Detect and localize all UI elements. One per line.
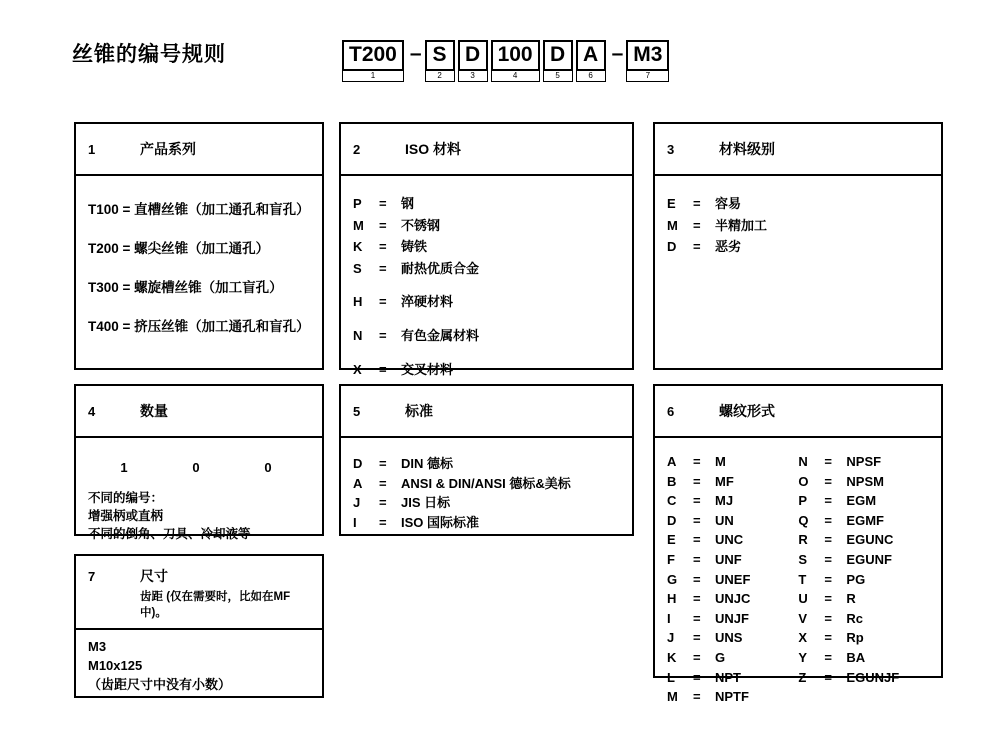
code-cell-2: [425, 40, 455, 82]
equals: =: [379, 475, 387, 491]
code-index-6: 6: [576, 71, 606, 82]
equals: =: [824, 591, 832, 607]
key: G: [667, 571, 678, 587]
thread-form-column-1: [667, 454, 750, 709]
code-box-6: A: [576, 40, 606, 71]
panel-7-title: 尺寸: [140, 568, 168, 584]
value: EGUNF: [846, 551, 892, 567]
list-item: [667, 196, 929, 212]
equals: =: [693, 571, 701, 587]
code-index-5: 5: [543, 71, 573, 82]
equals: =: [693, 512, 701, 528]
value: 有色金属材料: [401, 327, 480, 343]
panel-5-index: 5: [353, 403, 361, 419]
list-item: [798, 532, 899, 548]
key: O: [798, 473, 809, 489]
equals: =: [824, 454, 832, 469]
key: E: [667, 196, 676, 211]
list-item: [667, 611, 750, 627]
value: 不锈钢: [401, 217, 441, 233]
code-index-2: 2: [425, 71, 455, 82]
quantity-note-1: 不同的编号：: [88, 491, 164, 505]
panel-thread-form: [653, 384, 943, 705]
panel-2-title: ISO 材料: [405, 141, 462, 157]
list-item: [798, 591, 899, 607]
key: L: [667, 669, 675, 685]
key: M: [353, 217, 364, 233]
panel-5-body: [341, 438, 632, 544]
list-item: [798, 572, 899, 588]
key: S: [798, 551, 808, 567]
equals: =: [693, 591, 701, 607]
value: EGUNC: [846, 532, 894, 548]
equals: =: [824, 610, 832, 626]
equals: =: [693, 217, 701, 233]
list-item: [798, 474, 899, 490]
code-cell-4: [491, 40, 540, 82]
code-box-2: S: [425, 40, 455, 71]
value: JIS 日标: [401, 495, 451, 511]
equals: =: [379, 260, 387, 276]
page-title: 丝锥的编号规则: [72, 43, 226, 66]
panel-size: [74, 554, 324, 698]
code-index-7: 7: [626, 71, 669, 82]
code-box-4: 100: [491, 40, 540, 71]
list-item: [798, 650, 899, 666]
code-cell-3: [458, 40, 488, 82]
list-item: [798, 630, 899, 646]
value: 容易: [715, 196, 742, 211]
key: N: [353, 327, 363, 343]
list-item: [353, 476, 620, 492]
panel-standard: [339, 384, 634, 536]
size-note: （齿距尺寸中没有小数）: [88, 676, 232, 692]
list-item: [353, 218, 620, 234]
code-box-1: T200: [342, 40, 404, 71]
panel-4-index: 4: [88, 403, 96, 419]
key: Q: [798, 512, 809, 528]
key: J: [667, 630, 675, 646]
panel-3-body: [655, 176, 941, 271]
code-strip: [342, 40, 672, 82]
value: Rp: [846, 630, 864, 646]
value: 恶劣: [715, 239, 742, 255]
list-item: [667, 552, 750, 568]
panel-4-title: 数量: [140, 403, 168, 419]
value: 铸铁: [401, 239, 428, 255]
series-line: T200 = 螺尖丝锥（加工通孔）: [88, 241, 270, 256]
equals: =: [693, 551, 701, 567]
equals: =: [824, 649, 832, 665]
list-item: [353, 515, 620, 531]
panel-6-body: [655, 438, 941, 719]
panel-7-subtitle: 齿距 (仅在需要时，比如在MF中)。: [140, 591, 291, 619]
series-line: T100 = 直槽丝锥（加工通孔和盲孔）: [88, 202, 310, 217]
panel-3-title: 材料级别: [719, 141, 775, 157]
key: A: [353, 475, 363, 491]
list-item: [667, 650, 750, 666]
panel-5-title: 标准: [405, 403, 433, 419]
value: UNC: [715, 532, 744, 548]
value: UNF: [715, 551, 742, 567]
key: S: [353, 260, 362, 276]
panel-7-index: 7: [88, 569, 96, 584]
code-box-3: D: [458, 40, 488, 71]
value: UN: [715, 512, 734, 528]
value: BA: [846, 649, 866, 665]
series-line: T400 = 挤压丝锥（加工通孔和盲孔）: [88, 319, 310, 334]
quantity-digit: 0: [192, 460, 200, 475]
list-item: [798, 493, 899, 509]
key: J: [353, 495, 361, 511]
thread-form-column-2: [798, 454, 899, 709]
quantity-note-3: 不同的倒角、刀具、冷却液等: [88, 527, 251, 542]
equals: =: [379, 495, 387, 511]
list-item: [353, 456, 620, 472]
key: R: [798, 532, 808, 548]
equals: =: [693, 196, 701, 211]
value: 交叉材料: [401, 361, 454, 377]
key: T: [798, 571, 807, 587]
list-item: [667, 572, 750, 588]
quantity-digit: 0: [264, 460, 272, 475]
panel-1-index: 1: [88, 141, 96, 157]
code-index-4: 4: [491, 71, 540, 82]
key: H: [353, 294, 363, 310]
value: M: [715, 454, 726, 469]
equals: =: [693, 630, 701, 646]
equals: =: [693, 239, 701, 255]
equals: =: [379, 514, 387, 530]
key: N: [798, 454, 808, 469]
key: K: [667, 649, 677, 665]
key: P: [798, 493, 808, 509]
code-cell-6: [576, 40, 606, 82]
list-item: [667, 239, 929, 255]
list-item: [798, 454, 899, 470]
list-item: [667, 532, 750, 548]
value: G: [715, 649, 726, 665]
panel-material-class: [653, 122, 943, 370]
equals: =: [379, 327, 387, 343]
code-cell-1: [342, 40, 404, 82]
key: U: [798, 591, 808, 607]
code-index-3: 3: [458, 71, 488, 82]
equals: =: [824, 493, 832, 509]
list-item: [667, 454, 750, 470]
panel-4-body: [76, 438, 322, 553]
panel-7-body: [76, 630, 322, 703]
code-dash-2: –: [611, 42, 624, 65]
value: PG: [846, 571, 866, 587]
equals: =: [693, 669, 701, 685]
key: H: [667, 591, 677, 607]
code-box-5: D: [543, 40, 573, 71]
panel-6-header: [655, 386, 941, 438]
key: V: [798, 610, 808, 626]
equals: =: [379, 294, 387, 310]
list-item: [667, 474, 750, 490]
value: UNJF: [715, 610, 749, 626]
equals: =: [824, 532, 832, 548]
code-cell-7: [626, 40, 669, 82]
panel-product-series: [74, 122, 324, 370]
key: X: [798, 630, 808, 646]
key: M: [667, 689, 678, 705]
list-item: [667, 493, 750, 509]
panel-6-index: 6: [667, 403, 675, 419]
value: 耐热优质合金: [401, 260, 480, 276]
code-cell-5: [543, 40, 573, 82]
value: MJ: [715, 493, 734, 509]
value: EGM: [846, 493, 877, 509]
series-line: T300 = 螺旋槽丝锥（加工盲孔）: [88, 280, 283, 295]
list-item: [667, 630, 750, 646]
list-item: [353, 261, 620, 277]
list-item: [798, 670, 899, 686]
equals: =: [824, 551, 832, 567]
list-item: [798, 552, 899, 568]
panel-1-body: [76, 176, 322, 364]
code-dash-1: –: [409, 42, 422, 65]
equals: =: [379, 361, 387, 377]
equals: =: [824, 473, 832, 489]
panel-1-title: 产品系列: [140, 141, 196, 157]
equals: =: [693, 610, 701, 626]
key: I: [667, 610, 671, 626]
equals: =: [824, 630, 832, 646]
value: 钢: [401, 196, 415, 211]
equals: =: [379, 217, 387, 233]
key: D: [667, 239, 677, 255]
quantity-digit: 1: [120, 460, 128, 475]
key: D: [667, 512, 677, 528]
value: MF: [715, 473, 734, 489]
code-box-7: M3: [626, 40, 669, 71]
key: M: [667, 217, 678, 233]
panel-iso-material: [339, 122, 634, 377]
thread-form-columns: [667, 454, 929, 709]
list-item: [667, 591, 750, 607]
size-example-2: M10x125: [88, 657, 143, 673]
value: NPT: [715, 669, 741, 685]
panel-7-header: [76, 556, 322, 586]
list-item: [798, 611, 899, 627]
list-item: [667, 218, 929, 234]
equals: =: [379, 456, 387, 471]
list-item: [353, 196, 620, 212]
equals: =: [693, 689, 701, 705]
key: Z: [798, 669, 807, 685]
value: UNJC: [715, 591, 751, 607]
key: B: [667, 473, 677, 489]
panel-2-header: [341, 124, 632, 176]
list-item: [667, 670, 750, 686]
value: NPTF: [715, 689, 749, 705]
value: Rc: [846, 610, 864, 626]
value: R: [846, 591, 856, 607]
equals: =: [824, 512, 832, 528]
value: EGMF: [846, 512, 884, 528]
panel-1-header: [76, 124, 322, 176]
equals: =: [693, 454, 701, 469]
quantity-note-2: 增强柄或直柄: [88, 509, 164, 524]
key: D: [353, 456, 363, 471]
list-item: [353, 362, 620, 378]
panel-5-header: [341, 386, 632, 438]
key: X: [353, 361, 362, 377]
key: I: [353, 514, 357, 530]
list-item: [667, 513, 750, 529]
panel-2-index: 2: [353, 141, 361, 157]
quantity-digits: [88, 460, 310, 475]
equals: =: [824, 669, 832, 685]
value: ISO 国际标准: [401, 514, 480, 530]
list-item: [353, 495, 620, 511]
equals: =: [693, 473, 701, 489]
equals: =: [379, 239, 387, 255]
size-example-2-row: [88, 657, 310, 695]
panel-4-header: [76, 386, 322, 438]
key: P: [353, 196, 362, 211]
value: UNS: [715, 630, 743, 646]
value: DIN 德标: [401, 456, 454, 471]
key: A: [667, 454, 677, 469]
value: 淬硬材料: [401, 294, 454, 310]
value: NPSM: [846, 473, 884, 489]
panel-6-title: 螺纹形式: [719, 403, 775, 419]
key: E: [667, 532, 676, 548]
equals: =: [693, 649, 701, 665]
code-index-1: 1: [342, 71, 404, 82]
value: NPSF: [846, 454, 882, 469]
value: 半精加工: [715, 217, 768, 233]
key: K: [353, 239, 363, 255]
list-item: [353, 239, 620, 255]
equals: =: [693, 493, 701, 509]
key: Y: [798, 649, 808, 665]
panel-2-body: [341, 176, 632, 393]
value: UNEF: [715, 571, 751, 587]
list-item: [667, 689, 750, 705]
list-item: [353, 328, 620, 344]
key: F: [667, 551, 675, 567]
equals: =: [693, 532, 701, 548]
size-example-1: M3: [88, 639, 107, 654]
equals: =: [379, 196, 387, 211]
key: C: [667, 493, 677, 509]
value: ANSI & DIN/ANSI 德标&美标: [401, 475, 571, 491]
panel-3-header: [655, 124, 941, 176]
panel-quantity: [74, 384, 324, 542]
equals: =: [824, 571, 832, 587]
list-item: [353, 294, 620, 310]
value: EGUNJF: [846, 669, 900, 685]
list-item: [798, 513, 899, 529]
panel-3-index: 3: [667, 141, 675, 157]
